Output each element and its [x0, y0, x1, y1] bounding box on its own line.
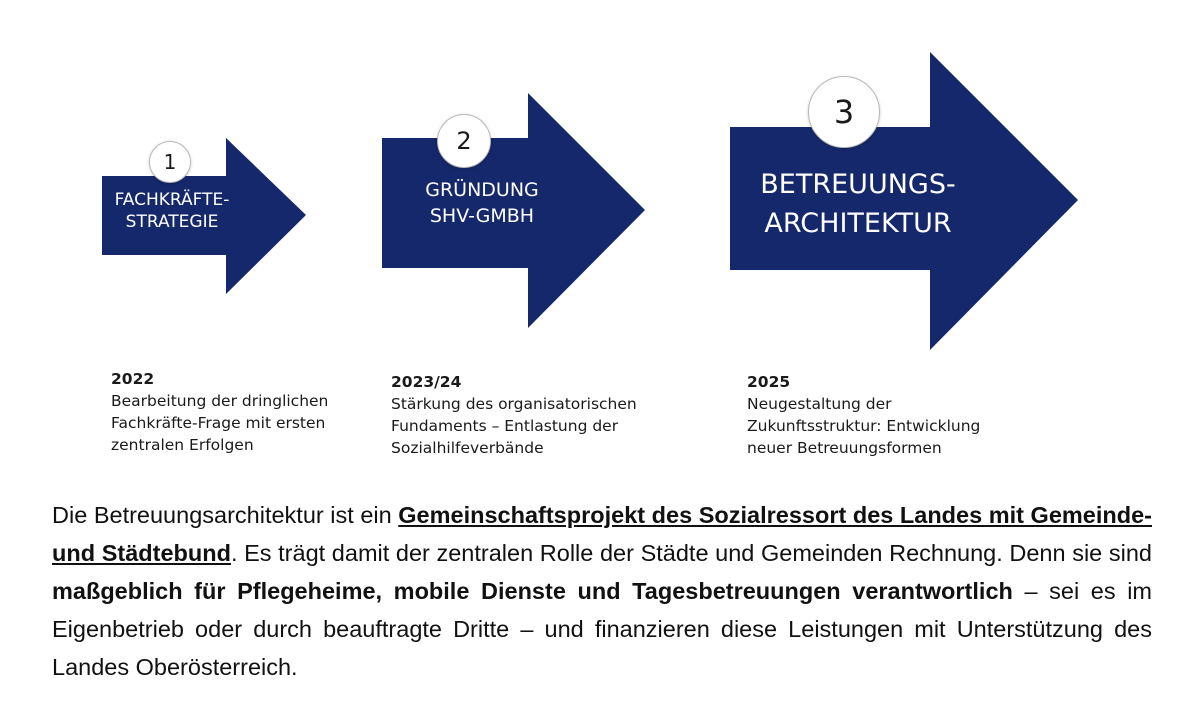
description-line: Bearbeitung der dringlichen: [111, 392, 329, 410]
description-line: zentralen Erfolgen: [111, 436, 254, 454]
step-number-badge-2: [437, 114, 491, 168]
arrow-label-line: ARCHITEKTUR: [764, 208, 952, 240]
paragraph-highlight-underlined: Gemeinschaftsprojekt des Sozialressort des Landes mit Gemeinde- und Städtebund: [52, 502, 1152, 566]
paragraph-text: . Es trägt damit der zentralen Rolle der Städte und Gemeinden Rechnung. Denn sie sind: [230, 540, 1152, 566]
step-year: 2022: [111, 370, 155, 388]
body-paragraph: [52, 496, 1152, 686]
step-number: 2: [456, 127, 472, 155]
paragraph-text: – sei es im Eigenbetrieb oder durch beauftragte Dritte – und finanzieren diese Leistungen mit Unterstützung des Landes Oberösterreich.: [52, 578, 1153, 680]
arrow-label-1: [102, 189, 242, 233]
arrow-label-line: BETREUUNGS-: [760, 169, 956, 200]
description-line: Neugestaltung der: [747, 395, 892, 413]
step-number: 1: [163, 150, 177, 174]
description-line: Fachkräfte-Frage mit ersten: [111, 414, 326, 432]
description-line: Zukunftsstruktur: Entwicklung: [747, 417, 981, 435]
step-year: 2023/24: [391, 373, 462, 391]
description-line: neuer Betreuungsformen: [747, 439, 942, 457]
description-line: Stärkung des organisatorischen: [391, 395, 637, 413]
step-number-badge-1: [149, 141, 191, 183]
step-description-2: [391, 371, 637, 459]
step-number: 3: [833, 93, 855, 131]
arrow-label-line: GRÜNDUNG: [425, 179, 539, 201]
description-line: Fundaments – Entlastung der: [391, 417, 619, 435]
step-description-1: [111, 368, 328, 456]
step-description-3: [747, 371, 980, 459]
arrow-label-line: FACHKRÄFTE-: [114, 190, 230, 210]
arrow-label-line: STRATEGIE: [125, 212, 219, 233]
arrow-label-3: [748, 165, 968, 243]
arrow-label-2: [402, 178, 562, 229]
step-year: 2025: [747, 373, 791, 391]
paragraph-highlight-bold: maßgeblich für Pflegeheime, mobile Dienste und Tagesbetreuungen verantwortlich: [52, 578, 1013, 604]
arrow-label-line: SHV-GMBH: [429, 204, 535, 227]
description-line: Sozialhilfeverbände: [391, 439, 544, 457]
step-number-badge-3: [808, 76, 880, 148]
paragraph-text: Die Betreuungsarchitektur ist ein: [52, 502, 399, 528]
